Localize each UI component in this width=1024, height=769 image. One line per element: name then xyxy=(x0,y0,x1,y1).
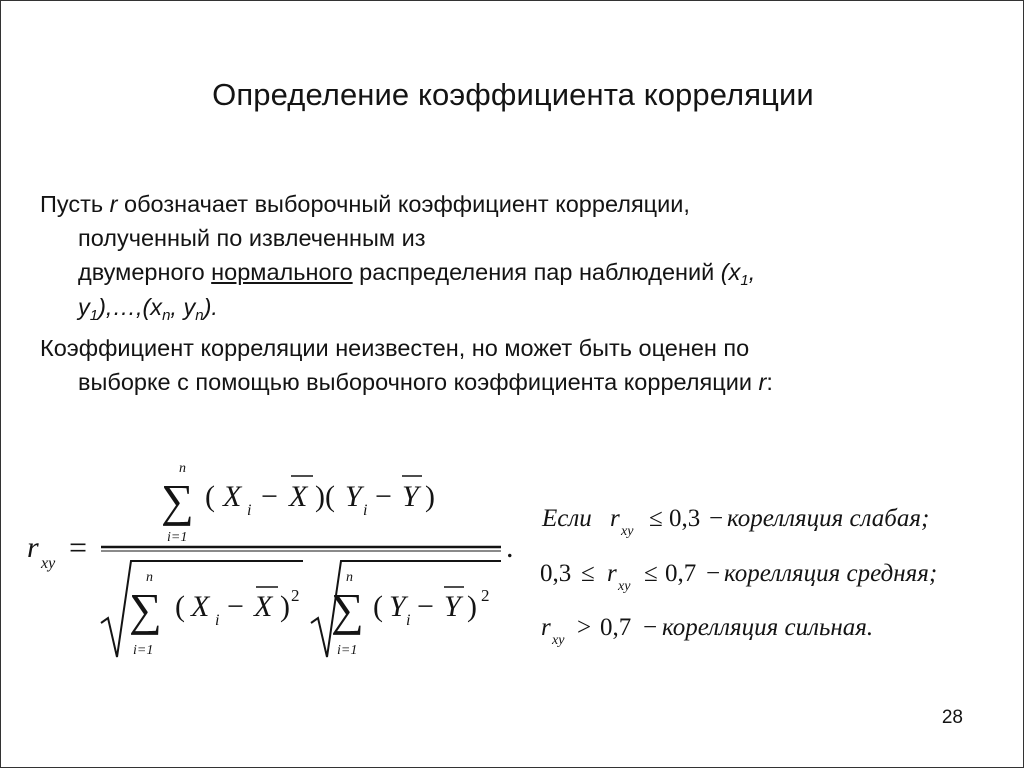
variable-r: r xyxy=(758,369,767,395)
numerator-i: i xyxy=(247,502,252,519)
den1-sum-upper: n xyxy=(146,570,153,585)
den2-open: ( xyxy=(373,590,383,623)
numerator-Ybar: Y xyxy=(402,480,419,513)
den1-minus: − xyxy=(227,590,244,623)
paragraph-2-line-1: Коэффициент корреляции неизвестен, но может быть оценен по xyxy=(40,335,750,361)
text: обозначает выборочный коэффициент корреляции, xyxy=(117,191,690,217)
cond1-rel: ≤ xyxy=(649,505,663,532)
lhs-r: r xyxy=(27,531,39,564)
numerator-close: ) xyxy=(425,480,435,513)
cond1-text: корелляция слабая; xyxy=(727,505,930,532)
lhs-subscript: xy xyxy=(41,555,56,572)
cond2-r: r xyxy=(607,560,617,587)
den2-sum-lower: i=1 xyxy=(337,643,358,658)
den1-X: X xyxy=(191,590,210,623)
den1-close: ) xyxy=(280,590,290,623)
den2-Ybar: Y xyxy=(444,590,461,623)
cond3-sub: xy xyxy=(552,633,565,648)
slide-title: Определение коэффициента корреляции xyxy=(212,77,814,112)
cond1-val: 0,3 xyxy=(669,505,701,532)
cond1-dash: − xyxy=(709,505,724,532)
den2-close: ) xyxy=(467,590,477,623)
den2-i: i xyxy=(406,612,411,629)
den1-open: ( xyxy=(175,590,185,623)
paragraph-1-line-2: полученный по извлеченным из xyxy=(78,225,426,251)
cond3-rel: > xyxy=(577,614,592,641)
cond3-val: 0,7 xyxy=(600,614,632,641)
correlation-formula xyxy=(1,1,1024,769)
cond2-dash: − xyxy=(706,560,721,587)
text: выборке с помощью выборочного коэффициента корреляции xyxy=(78,369,759,395)
den1-square: 2 xyxy=(291,586,300,605)
text: двумерного xyxy=(78,259,212,285)
cond2-val: 0,7 xyxy=(665,560,697,587)
text: распределения пар наблюдений xyxy=(352,259,721,285)
cond1-pre: Если xyxy=(542,505,592,532)
cond2-sub: xy xyxy=(618,579,631,594)
den2-sum-upper: n xyxy=(346,570,353,585)
den2-sum-sign: ∑ xyxy=(331,584,364,635)
period: . xyxy=(506,531,514,564)
pair: ($x_1$, xyxy=(720,259,756,289)
numerator-minus-2: − xyxy=(375,480,392,513)
den2-Y: Y xyxy=(389,590,406,623)
den2-square: 2 xyxy=(481,586,490,605)
cond2-lo: 0,3 xyxy=(540,560,572,587)
numerator-i2: i xyxy=(363,502,368,519)
normal-distribution-link[interactable]: нормального xyxy=(211,259,353,285)
cond1-sub: xy xyxy=(621,524,634,539)
cond3-dash: − xyxy=(643,614,658,641)
page-number: 28 xyxy=(941,707,963,728)
cond3-text: корелляция сильная. xyxy=(662,614,874,641)
cond2-text: корелляция средняя; xyxy=(724,560,938,587)
cond2-rel1: ≤ xyxy=(581,560,595,587)
den1-Xbar: X xyxy=(254,590,273,623)
sum-sign: ∑ xyxy=(161,475,194,526)
cond1-r: r xyxy=(610,505,620,532)
den1-sum-lower: i=1 xyxy=(133,643,154,658)
text: Пусть xyxy=(40,191,110,217)
sum-lower-limit: i=1 xyxy=(167,530,188,545)
numerator-open: ( xyxy=(205,480,215,513)
variable-r: r xyxy=(109,191,118,217)
conditions xyxy=(540,505,937,648)
numerator-Xbar: X xyxy=(289,480,308,513)
equals-sign: = xyxy=(69,529,88,565)
pair-sequence: $y_1),\dots,(x_n$, $y_n$). xyxy=(78,294,218,324)
cond2-rel2: ≤ xyxy=(644,560,658,587)
den1-sum-sign: ∑ xyxy=(129,584,162,635)
den2-minus: − xyxy=(417,590,434,623)
cond3-r: r xyxy=(541,614,551,641)
numerator-minus: − xyxy=(261,480,278,513)
numerator-X: X xyxy=(223,480,242,513)
sum-upper-limit: n xyxy=(179,461,186,476)
numerator-mid: )( xyxy=(315,480,335,513)
text: : xyxy=(766,369,773,395)
den1-i: i xyxy=(215,612,220,629)
numerator-Y: Y xyxy=(345,480,362,513)
